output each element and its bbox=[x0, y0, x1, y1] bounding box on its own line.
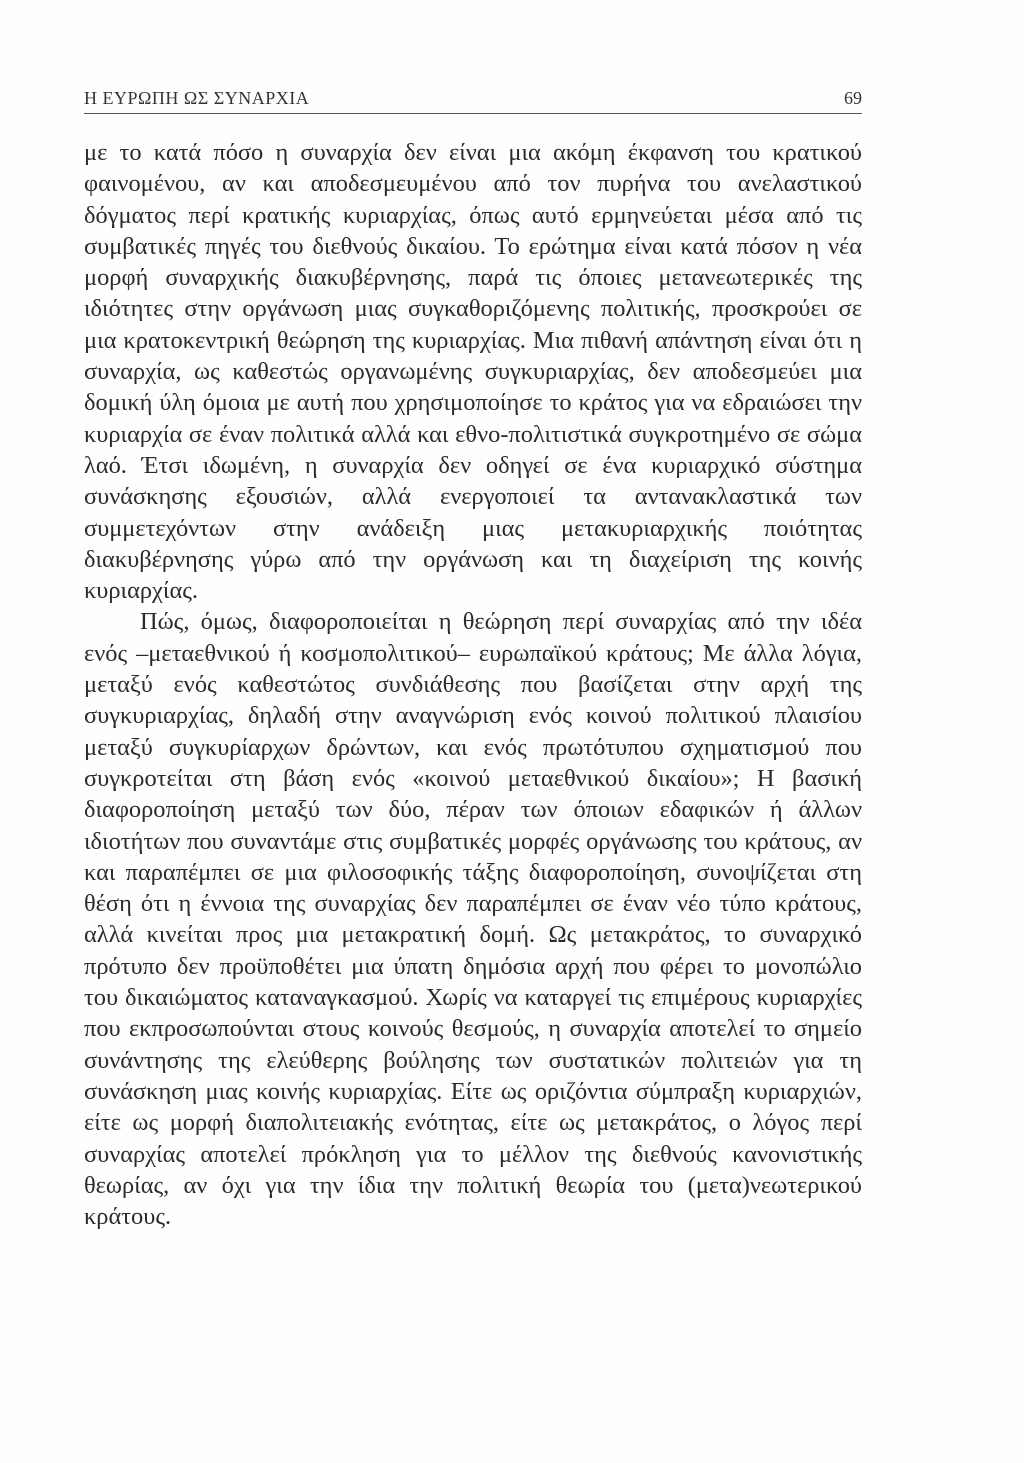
page-number: 69 bbox=[844, 88, 862, 108]
paragraph: Πώς, όμως, διαφοροποιείται η θεώρηση περί συναρχίας από την ιδέα ενός –μεταεθνικού ή κοσμοπολιτικού– ευρωπαϊκού κράτους; Με άλλα λόγια, μεταξύ ενός καθεστώτος συνδιάθεσης που βασίζεται στην αρχή της συγκυριαρχίας, δηλαδή στην αναγνώριση ενός κοινού πολιτικού πλαισίου μεταξύ συγκυρίαρχων δρώντων, και ενός πρωτότυπου σχηματισμού που συγκροτείται στη βάση ενός «κοινού μεταεθνικού δικαίου»; Η βασική διαφοροποίηση μεταξύ των δύο, πέραν των όποιων εδαφικών ή άλλων ιδιοτήτων που συναντάμε στις συμβατικές μορφές οργάνωσης του κράτους, αν και παραπέμπει σε μια φιλοσοφικής τάξης διαφοροποίηση, συνοψίζεται στη θέση ότι η έννοια της συναρχίας δεν παραπέμπει σε έναν νέο τύπο κράτους, αλλά κινείται προς μια μετακρατική δομή. Ως μετακράτος, το συναρχικό πρότυπο δεν προϋποθέτει μια ύπατη δημόσια αρχή που φέρει το μονοπώλιο του δικαιώματος καταναγκασμού. Χωρίς να καταργεί τις επιμέρους κυριαρχίες που εκπροσωπούνται στους κοινούς θεσμούς, η συναρχία αποτελεί το σημείο συνάντησης της ελεύθερης βούλησης των συστατικών πολιτειών για τη συνάσκηση μιας κοινής κυριαρχίας. Είτε ως οριζόντια σύμπραξη κυριαρχιών, είτε ως μορφή διαπολιτειακής ενότητας, είτε ως μετακράτος, ο λόγος περί συναρχίας αποτελεί πρόκληση για το μέλλον της διεθνούς κανονιστικής θεωρίας, αν όχι για την ίδια την πολιτική θεωρία του (μετα)νεωτερικού κράτους. bbox=[84, 608, 862, 1231]
body-text bbox=[84, 137, 862, 1232]
running-title: Η ΕΥΡΩΠΗ ΩΣ ΣΥΝΑΡΧΙΑ bbox=[84, 88, 310, 108]
paragraph-continued: με το κατά πόσο η συναρχία δεν είναι μια ακόμη έκφανση του κρατικού φαινομένου, αν και αποδεσμευμένου από τον πυρήνα του ανελαστικού δόγματος περί κρατικής κυριαρχίας, όπως αυτό ερμηνεύεται μέσα από τις συμβατικές πηγές του διεθνούς δικαίου. Το ερώτημα είναι κατά πόσον η νέα μορφή συναρχικής διακυβέρνησης, παρά τις όποιες μετανεωτερικές της ιδιότητες στην οργάνωση μιας συγκαθοριζόμενης πολιτικής, προσκρούει σε μια κρατοκεντρική θεώρηση της κυριαρχίας. Μια πιθανή απάντηση είναι ότι η συναρχία, ως καθεστώς οργανωμένης συγκυριαρχίας, δεν αποδεσμεύει μια δομική ύλη όμοια με αυτή που χρησιμοποίησε το κράτος για να εδραιώσει την κυριαρχία σε έναν πολιτικά αλλά και εθνο-πολιτιστικά συγκροτημένο σε σώμα λαό. Έτσι ιδωμένη, η συναρχία δεν οδηγεί σε ένα κυριαρχικό σύστημα συνάσκησης εξουσιών, αλλά ενεργοποιεί τα αντανακλαστικά των συμμετεχόντων στην ανάδειξη μιας μετακυριαρχικής ποιότητας διακυβέρνησης γύρω από την οργάνωση και τη διαχείριση της κοινής κυριαρχίας. bbox=[84, 139, 862, 605]
running-header bbox=[84, 84, 862, 114]
